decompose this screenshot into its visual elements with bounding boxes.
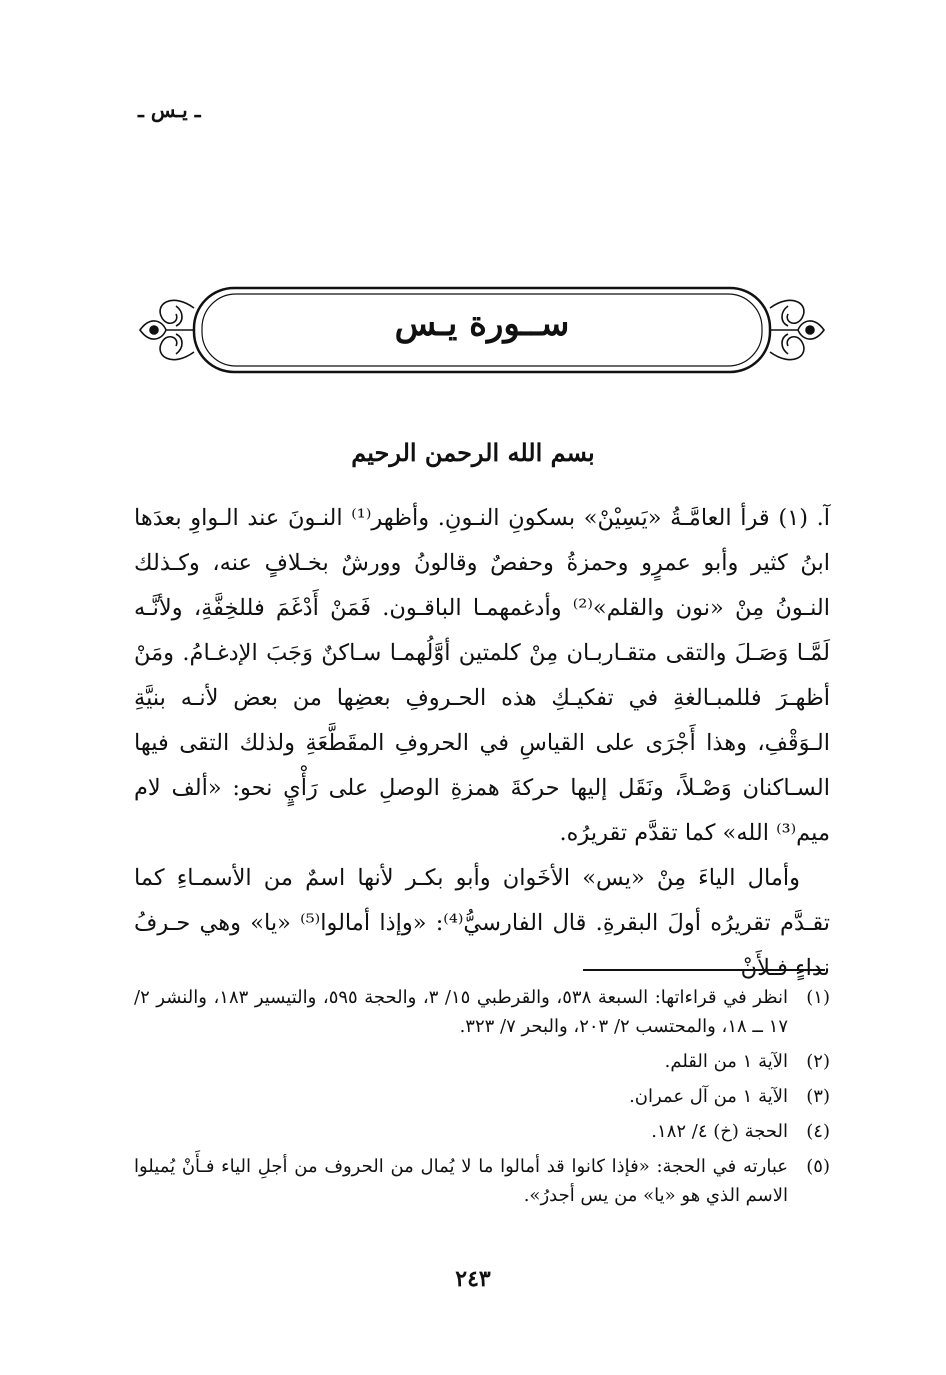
footnote bbox=[134, 1082, 830, 1111]
basmala: بسم الله الرحمن الرحيم bbox=[351, 438, 595, 467]
footnote-number: (٥) bbox=[806, 1156, 830, 1177]
footnotes bbox=[134, 983, 830, 1216]
paragraph: وأمال الياءَ مِنْ «يس» الأخَوان وأبو بكـر لأنها اسمٌ من الأسمـاءِ كما تقـدَّم تقريرُه أولَ البقرةِ. قال الفارسيُّ⁽⁴⁾: «وإذا أمالوا⁽⁵⁾ «يا» وهي حـرفُ نداءٍ فـلأَنْ bbox=[134, 865, 830, 981]
footnote-text: عبارته في الحجة: «فإذا كانوا قد أمالوا ما لا يُمال من الحروف من أجلِ الياء فـأَنْ يُميلوا الاسم الذي هو «يا» من يس أجدرُ». bbox=[134, 1156, 788, 1206]
surah-title: ســورة يـس bbox=[394, 304, 570, 344]
paragraph: آ. (١) قرأ العامَّـةُ «يَسِيْنْ» بسكونِ النـونِ. وأظهر⁽¹⁾ النـونَ عند الـواوِ بعدَها ابنُ كثير وأبو عمرٍو وحمزةُ وحفصٌ وقالونُ وورشٌ بخـلافٍ عنه، وكـذلك النـونُ مِنْ «نون والقلم»⁽²⁾ وأدغمهمـا الباقـون. فَمَنْ أَدْغَمَ فللخِفَّةِ، ولأنَّـه لَمَّـا وَصَـلَ والتقى متقـاربـان مِنْ كلمتين أوَّلُهمـا سـاكنٌ وَجَبَ الإدغـامُ. ومَنْ أظهـرَ فللمبـالغةِ في تفكيـكِ هذه الحـروفِ بعضِها من بعض لأنـه بنيَّةِ الـوَقْفِ، وهذا أَجْرَى على القياسِ في الحروفِ المقَطَّعَةِ ولذلك التقى فيها السـاكنان وَصْـلاً، ونَقَل إليها حركةَ همزةِ الوصلِ على رَأْيٍ نحو: «ألف لام ميم⁽³⁾ الله» كما تقدَّم تقريرُه. bbox=[134, 505, 830, 846]
footnote-number: (١) bbox=[806, 987, 830, 1008]
footnote bbox=[134, 1117, 830, 1146]
footnote-text: الحجة (خ) ٤/ ١٨٢. bbox=[651, 1121, 788, 1142]
footnote bbox=[134, 1152, 830, 1210]
footnote-text: الآية ١ من آل عمران. bbox=[629, 1086, 788, 1107]
footnote-text: انظر في قراءاتها: السبعة ٥٣٨، والقرطبي ١٥/ ٣، والحجة ٥٩٥، والتيسير ١٨٣، والنشر ٢/ ١٧ ــ ١٨، والمحتسب ٢/ ٢٠٣، والبحر ٧/ ٣٢٣. bbox=[134, 987, 788, 1037]
footnote-number: (٤) bbox=[806, 1121, 830, 1142]
main-text bbox=[134, 496, 830, 991]
running-header: ـ يـس ـ bbox=[138, 98, 201, 122]
footnote-separator bbox=[583, 969, 825, 971]
footnote bbox=[134, 1047, 830, 1076]
footnote-number: (٣) bbox=[806, 1086, 830, 1107]
surah-title-frame bbox=[132, 282, 832, 378]
footnote-text: الآية ١ من القلم. bbox=[664, 1051, 788, 1072]
page-number: ٢٤٣ bbox=[455, 1266, 491, 1292]
footnote bbox=[134, 983, 830, 1041]
footnote-number: (٢) bbox=[806, 1051, 830, 1072]
